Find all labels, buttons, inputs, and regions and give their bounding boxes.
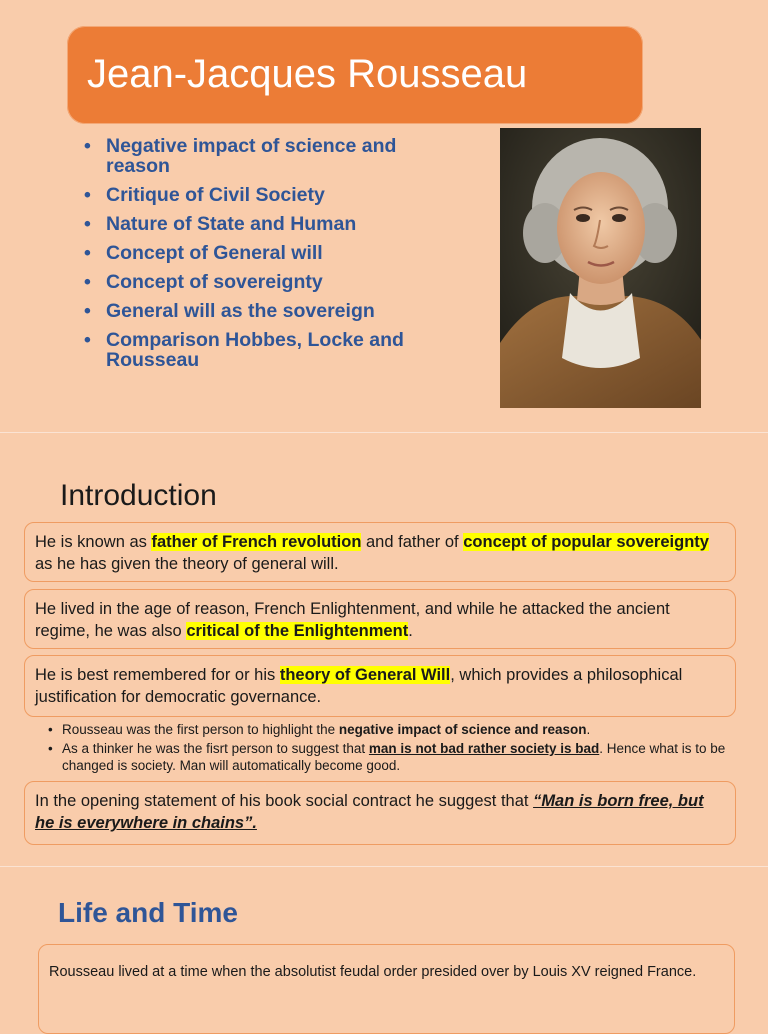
highlighted-text: critical of the Enlightenment bbox=[186, 622, 409, 640]
intro-box-2 bbox=[24, 589, 736, 649]
bullet-text: . bbox=[586, 722, 591, 737]
highlighted-text: father of French revolution bbox=[151, 533, 362, 551]
list-item: • Comparison Hobbes, Locke and Rousseau bbox=[84, 330, 464, 370]
box-text: He is known as bbox=[35, 533, 152, 551]
box-text: He lived in the age of reason, French Enlightenment, and while he attacked the ancient regime, he was also bbox=[35, 600, 670, 640]
intro-box-3 bbox=[24, 655, 736, 717]
rousseau-portrait bbox=[500, 128, 701, 408]
life-box bbox=[38, 944, 735, 1034]
box-text: In the opening statement of his book social contract he suggest that bbox=[35, 792, 534, 810]
list-item: • Concept of sovereignty bbox=[84, 272, 464, 292]
list-item bbox=[48, 740, 738, 774]
title-box bbox=[67, 26, 643, 124]
bullet-text: . Hence what is to be changed is society. Man will automatically become good. bbox=[62, 741, 726, 773]
introduction-heading: Introduction bbox=[60, 479, 217, 512]
quote-text: “Man is born free, but he is everywhere in chains”. bbox=[35, 792, 704, 832]
life-text: Rousseau lived at a time when the absolutist feudal order presided over by Louis XV reigned France. bbox=[49, 964, 697, 980]
highlighted-text: theory of General Will bbox=[279, 666, 451, 684]
box-text: as he has given the theory of general will. bbox=[35, 555, 339, 573]
list-item: • Negative impact of science and reason bbox=[84, 136, 464, 176]
topic-list bbox=[84, 136, 464, 379]
intro-box-1 bbox=[24, 522, 736, 582]
life-and-time-heading: Life and Time bbox=[58, 897, 238, 928]
box-text: He is best remembered for or his bbox=[35, 666, 280, 684]
bullet-text: As a thinker he was the fisrt person to suggest that bbox=[62, 741, 369, 756]
bold-text: negative impact of science and reason bbox=[338, 722, 587, 737]
list-item bbox=[48, 721, 738, 738]
box-text: . bbox=[408, 622, 413, 640]
bold-underlined-text: man is not bad rather society is bad bbox=[368, 741, 600, 756]
slide-divider bbox=[0, 432, 768, 433]
box-text: , which provides a philosophical justification for democratic governance. bbox=[35, 666, 683, 706]
slide-title: Jean-Jacques Rousseau bbox=[87, 52, 528, 96]
bullet-text: Rousseau was the first person to highlight the bbox=[62, 722, 339, 737]
highlighted-text: concept of popular sovereignty bbox=[463, 533, 709, 551]
list-item: • Concept of General will bbox=[84, 243, 464, 263]
intro-bullet-list bbox=[48, 721, 738, 776]
box-text: and father of bbox=[361, 533, 464, 551]
list-item: • Nature of State and Human bbox=[84, 214, 464, 234]
portrait-icon bbox=[500, 128, 701, 408]
list-item: • Critique of Civil Society bbox=[84, 185, 464, 205]
list-item: • General will as the sovereign bbox=[84, 301, 464, 321]
slide-divider bbox=[0, 866, 768, 867]
quote-box bbox=[24, 781, 736, 845]
